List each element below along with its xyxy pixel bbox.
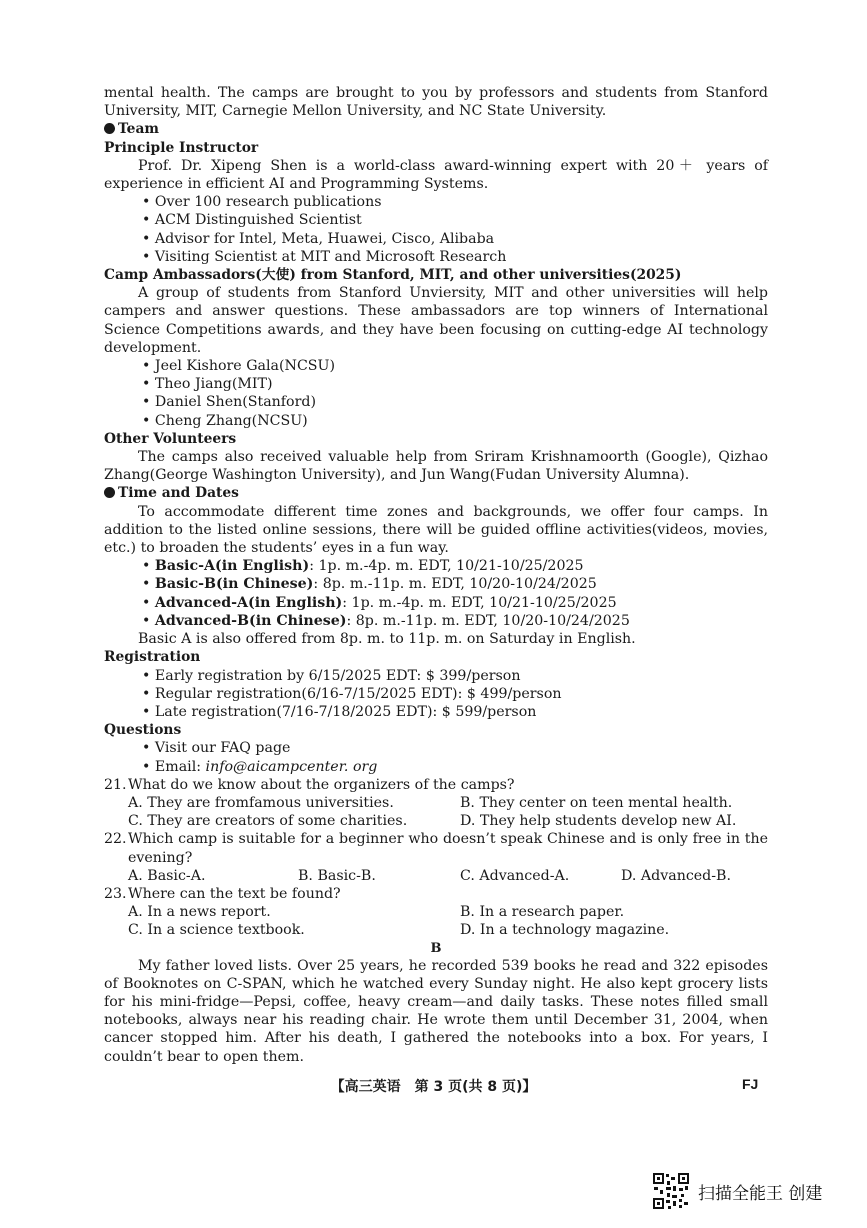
scanner-watermark <box>652 1172 822 1210</box>
list-item: • Visiting Scientist at MIT and Microsoft Research <box>142 248 507 265</box>
list-item: • Visit our FAQ page <box>142 740 291 757</box>
list-item: • ACM Distinguished Scientist <box>142 212 362 229</box>
question-number: 23. <box>104 885 127 902</box>
list-item: • Regular registration(6/16-7/15/2025 EDT): $ 499/person <box>142 685 562 702</box>
option: D. In a technology magazine. <box>460 922 670 939</box>
list-item: • Early registration by 6/15/2025 EDT: $ 399/person <box>142 667 521 684</box>
option: B. Basic-B. <box>298 867 376 884</box>
option: A. In a news report. <box>128 904 271 921</box>
list-item: • Daniel Shen(Stanford) <box>142 394 316 411</box>
bullet-dot-icon <box>104 123 115 134</box>
ambassadors-text: A group of students from Stanford Unviersity, MIT and other universities will help campers and answer questions. These ambassadors are top winners of International Science Competitions awards, and they have been focusing on cutting-edge AI technology development. <box>104 285 768 356</box>
camp-item: • Advanced-A(in English): 1p. m.-4p. m. EDT, 10/21-10/25/2025 <box>142 594 617 611</box>
email-item: • Email: info@aicampcenter. org <box>142 758 378 775</box>
option: C. In a science textbook. <box>128 922 305 939</box>
options <box>104 903 768 939</box>
intro-tail: mental health. The camps are brought to you by professors and students from Stanford University, MIT, Carnegie Mellon University, and NC State University. <box>104 85 768 120</box>
list-item: • Advisor for Intel, Meta, Huawei, Cisco, Alibaba <box>142 230 495 247</box>
questions-heading: Questions <box>104 722 182 739</box>
section-b-text: My father loved lists. Over 25 years, he recorded 539 books he read and 322 episodes of Booknotes on C-SPAN, which he watched every Sunday night. He also kept grocery lists for his mini-fridge—Pepsi, coffee, heavy cream—and daily tasks. These notes filled small notebooks, always near his reading chair. He wrote them until December 31, 2004, when cancer stopped him. After his death, I gathered the notebooks into a box. For years, I couldn’t bear to open them. <box>104 957 768 1065</box>
question-text: Where can the text be found? <box>128 885 341 902</box>
registration-heading: Registration <box>104 649 201 666</box>
option: A. They are fromfamous universities. <box>128 794 394 811</box>
question-number: 21. <box>104 776 127 793</box>
question-text: Which camp is suitable for a beginner who doesn’t speak Chinese and is only free in the evening? <box>128 831 768 866</box>
list-item: • Jeel Kishore Gala(NCSU) <box>142 358 336 375</box>
list-item: • Theo Jiang(MIT) <box>142 376 273 393</box>
time-note: Basic A is also offered from 8p. m. to 11p. m. on Saturday in English. <box>138 631 636 648</box>
list-item: • Over 100 research publications <box>142 194 382 211</box>
volunteers-heading: Other Volunteers <box>104 430 237 447</box>
pi-heading: Principle Instructor <box>104 139 259 156</box>
watermark-text: 扫描全能王 创建 <box>698 1183 823 1204</box>
option: C. Advanced-A. <box>460 867 570 884</box>
option: C. They are creators of some charities. <box>128 813 408 830</box>
volunteers-text: The camps also received valuable help from Sriram Krishnamoorth (Google), Qizhao Zhang(George Washington University), and Jun Wang(Fudan University Alumna). <box>104 449 768 484</box>
time-text: To accommodate different time zones and backgrounds, we offer four camps. In addition to the listed online sessions, there will be guided offline activities(videos, movies, etc.) to broaden the students’ eyes in a fun way. <box>104 503 768 557</box>
question-number: 22. <box>104 831 127 848</box>
pi-text: Prof. Dr. Xipeng Shen is a world-class award-winning expert with 20＋ years of experience in efficient AI and Programming Systems. <box>104 157 768 193</box>
question-21 <box>104 776 768 831</box>
footer-code: FJ <box>742 1076 759 1092</box>
footer-page-info: 【高三英语 第 3 页(共 8 页)】 <box>330 1079 537 1095</box>
qr-code-icon <box>652 1172 690 1210</box>
list-item: • Cheng Zhang(NCSU) <box>142 412 308 429</box>
options <box>104 867 768 885</box>
question-22 <box>104 830 768 885</box>
document-page <box>104 84 768 1066</box>
time-heading: Time and Dates <box>104 484 768 502</box>
ambassadors-heading: Camp Ambassadors(大使) from Stanford, MIT, and other universities(2025) <box>104 267 682 284</box>
section-b-label: B <box>430 940 442 956</box>
list-item: • Late registration(7/16-7/18/2025 EDT): $ 599/person <box>142 703 537 720</box>
question-text: What do we know about the organizers of the camps? <box>128 776 515 793</box>
camp-item: • Basic-B(in Chinese): 8p. m.-11p. m. EDT, 10/20-10/24/2025 <box>142 576 597 593</box>
option: A. Basic-A. <box>128 867 206 884</box>
option: B. They center on teen mental health. <box>460 794 733 811</box>
question-23 <box>104 885 768 940</box>
email-link[interactable]: info@aicampcenter. org <box>205 758 378 775</box>
option: D. They help students develop new AI. <box>460 813 737 830</box>
team-heading: Team <box>104 120 768 138</box>
bullet-dot-icon <box>104 487 115 498</box>
option: B. In a research paper. <box>460 904 625 921</box>
camp-item: • Basic-A(in English): 1p. m.-4p. m. EDT, 10/21-10/25/2025 <box>142 558 584 575</box>
option: D. Advanced-B. <box>621 867 731 884</box>
options <box>104 794 768 830</box>
camp-item: • Advanced-B(in Chinese): 8p. m.-11p. m. EDT, 10/20-10/24/2025 <box>142 612 630 629</box>
